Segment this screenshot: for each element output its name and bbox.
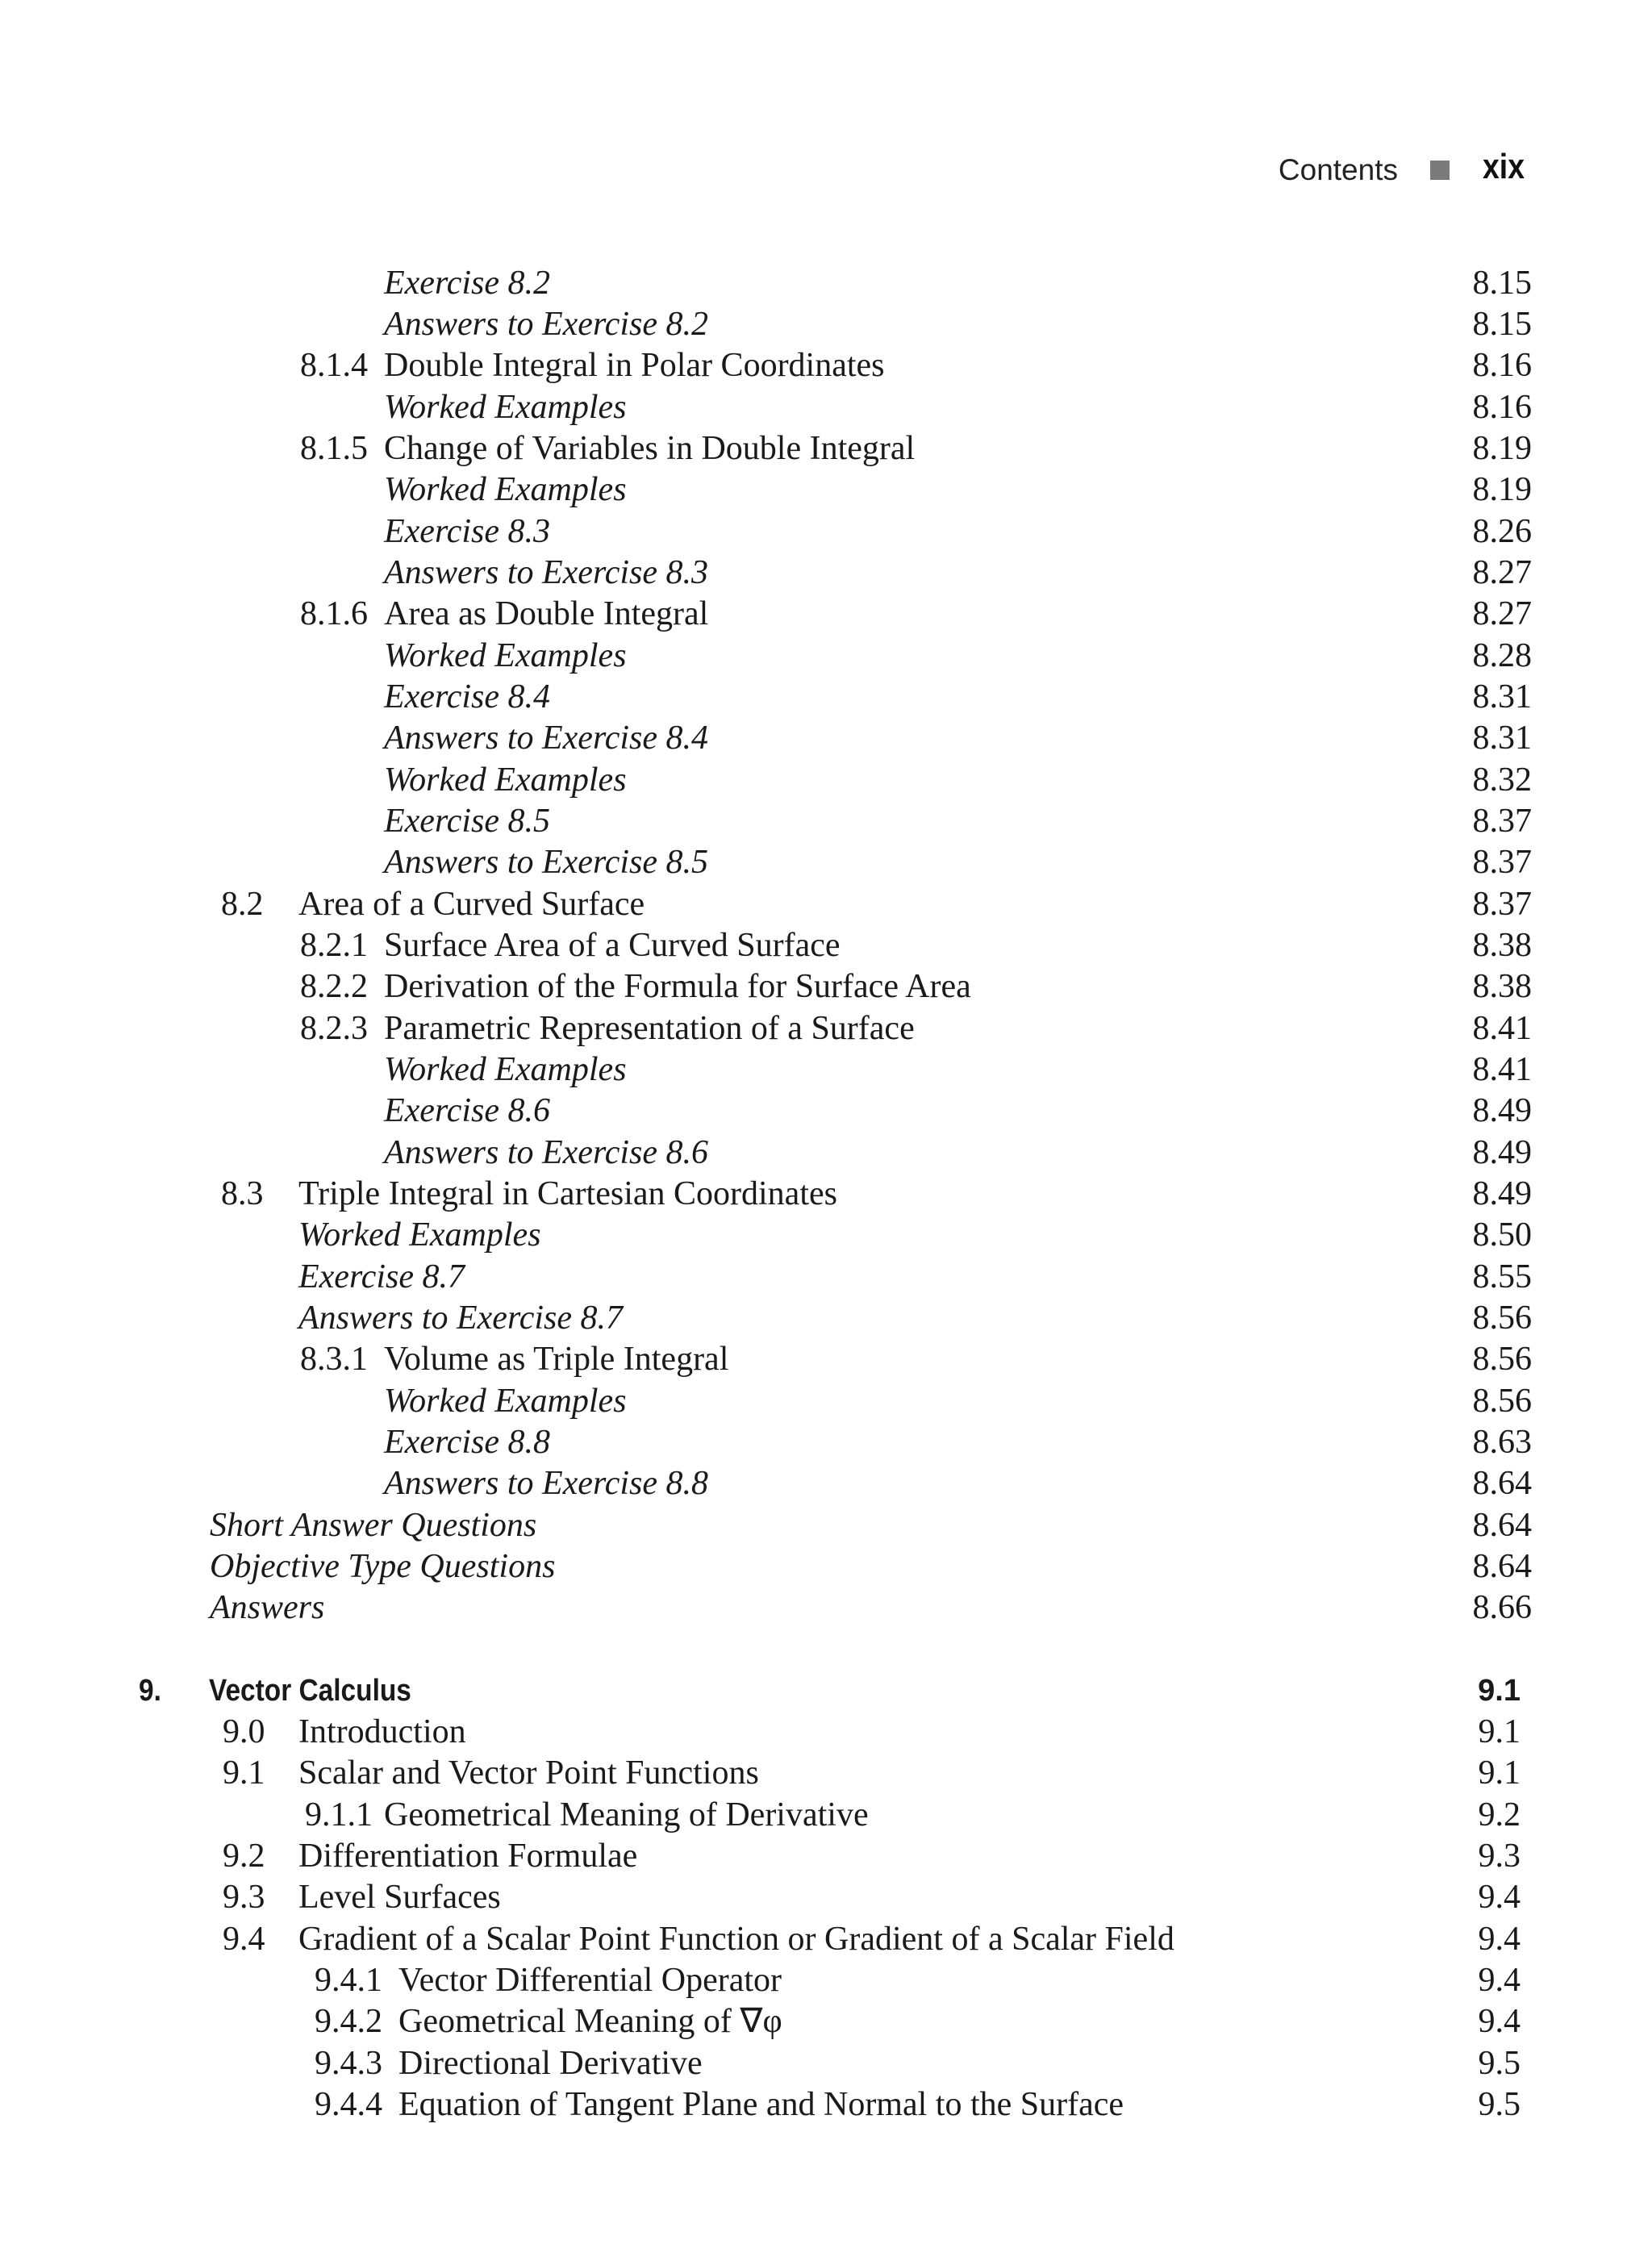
chapter-heading[interactable] (0, 1671, 1652, 1711)
entry-page: 8.27 (1472, 595, 1532, 632)
toc-entry[interactable] (0, 1753, 1652, 1793)
entry-number: 8.1.4 (300, 347, 368, 384)
toc-entry[interactable] (0, 1505, 1652, 1546)
toc-entry[interactable] (0, 966, 1652, 1007)
entry-page: 8.49 (1472, 1092, 1532, 1129)
entry-page: 8.63 (1472, 1424, 1532, 1461)
entry-page: 8.38 (1472, 968, 1532, 1005)
entry-page: 9.1 (1478, 1713, 1521, 1750)
entry-title: Triple Integral in Cartesian Coordinates (298, 1175, 837, 1212)
entry-page: 8.28 (1472, 637, 1532, 674)
entry-page: 8.19 (1472, 471, 1532, 508)
entry-title: Answers to Exercise 8.3 (384, 554, 709, 591)
entry-number: 8.1.5 (300, 430, 368, 467)
entry-page: 8.50 (1472, 1216, 1532, 1254)
entry-page: 8.56 (1472, 1383, 1532, 1420)
entry-page: 8.26 (1472, 513, 1532, 550)
entry-page: 8.15 (1472, 306, 1532, 343)
toc-entry[interactable] (0, 304, 1652, 344)
entry-page: 8.49 (1472, 1134, 1532, 1171)
entry-title: Answers to Exercise 8.7 (298, 1300, 624, 1337)
entry-page: 8.16 (1472, 389, 1532, 426)
entry-title: Differentiation Formulae (298, 1838, 638, 1875)
entry-title: Worked Examples (384, 389, 627, 426)
toc-entry[interactable] (0, 1008, 1652, 1049)
entry-title: Answers to Exercise 8.5 (384, 844, 709, 881)
entry-title: Answers (210, 1589, 325, 1626)
entry-page: 8.27 (1472, 554, 1532, 591)
entry-page: 8.16 (1472, 347, 1532, 384)
entry-page: 8.64 (1472, 1507, 1532, 1544)
entry-page: 8.19 (1472, 430, 1532, 467)
toc-entry[interactable] (0, 1133, 1652, 1173)
entry-page: 8.31 (1472, 678, 1532, 715)
toc-entry[interactable] (0, 1257, 1652, 1297)
entry-page: 8.31 (1472, 720, 1532, 757)
entry-page: 8.56 (1472, 1300, 1532, 1337)
entry-page: 8.41 (1472, 1010, 1532, 1047)
entry-page: 9.3 (1478, 1838, 1521, 1875)
toc-entry[interactable] (0, 594, 1652, 634)
toc-entry[interactable] (0, 1091, 1652, 1131)
entry-title: Derivation of the Formula for Surface Area (384, 968, 971, 1005)
toc-entry[interactable] (0, 428, 1652, 469)
entry-number: 9.1.1 (305, 1796, 373, 1834)
toc-entry[interactable] (0, 1174, 1652, 1214)
entry-title: Exercise 8.3 (384, 513, 551, 550)
entry-page: 8.56 (1472, 1341, 1532, 1378)
toc-entry[interactable] (0, 1919, 1652, 1959)
entry-title: Volume as Triple Integral (384, 1341, 729, 1378)
entry-number: 8.2.1 (300, 927, 368, 964)
entry-title: Scalar and Vector Point Functions (298, 1754, 759, 1792)
chapter-number: 9. (139, 1674, 161, 1708)
entry-page: 8.38 (1472, 927, 1532, 964)
entry-number: 8.1.6 (300, 595, 368, 632)
toc-entry[interactable] (0, 345, 1652, 386)
entry-title: Exercise 8.7 (298, 1258, 465, 1295)
entry-page: 9.4 (1478, 1921, 1521, 1958)
entry-number: 8.3 (221, 1175, 264, 1212)
toc-entry[interactable] (0, 1877, 1652, 1917)
entry-page: 8.32 (1472, 761, 1532, 799)
entry-page: 8.49 (1472, 1175, 1532, 1212)
entry-number: 9.4.2 (315, 2003, 382, 2040)
toc-entry[interactable] (0, 1049, 1652, 1090)
header-square-icon (1430, 161, 1450, 180)
toc-entry[interactable] (0, 1381, 1652, 1421)
entry-number: 8.3.1 (300, 1341, 368, 1378)
entry-page: 8.37 (1472, 844, 1532, 881)
chapter-page: 9.1 (1478, 1674, 1521, 1708)
entry-title: Exercise 8.2 (384, 265, 551, 302)
entry-title: Exercise 8.4 (384, 678, 551, 715)
entry-title: Vector Differential Operator (398, 1962, 782, 1999)
entry-number: 9.4.3 (315, 2045, 382, 2082)
entry-title: Answers to Exercise 8.6 (384, 1134, 709, 1171)
toc-entry[interactable] (0, 2001, 1652, 2042)
entry-title: Change of Variables in Double Integral (384, 430, 916, 467)
entry-page: 8.66 (1472, 1589, 1532, 1626)
toc-entry[interactable] (0, 636, 1652, 676)
entry-number: 9.4.4 (315, 2086, 382, 2123)
toc-entry[interactable] (0, 1339, 1652, 1379)
entry-title: Worked Examples (384, 1051, 627, 1088)
entry-title: Exercise 8.6 (384, 1092, 551, 1129)
entry-number: 9.4.1 (315, 1962, 382, 1999)
entry-title: Worked Examples (384, 761, 627, 799)
toc-entry[interactable] (0, 553, 1652, 593)
toc-entry[interactable] (0, 1546, 1652, 1587)
entry-title: Directional Derivative (398, 2045, 703, 2082)
toc-entry[interactable] (0, 842, 1652, 882)
entry-page: 8.64 (1472, 1548, 1532, 1585)
toc-entry[interactable] (0, 2084, 1652, 2125)
toc-entry[interactable] (0, 925, 1652, 966)
entry-page: 8.37 (1472, 803, 1532, 840)
toc-entry[interactable] (0, 2043, 1652, 2084)
header-page-number: xix (1483, 147, 1525, 186)
entry-title: Area of a Curved Surface (298, 886, 645, 923)
entry-title: Exercise 8.5 (384, 803, 551, 840)
entry-page: 8.37 (1472, 886, 1532, 923)
entry-title: Area as Double Integral (384, 595, 709, 632)
toc-entry[interactable] (0, 884, 1652, 924)
entry-title: Geometrical Meaning of ∇φ (398, 2003, 782, 2040)
entry-title: Short Answer Questions (210, 1507, 537, 1544)
entry-page: 8.41 (1472, 1051, 1532, 1088)
toc-entry[interactable] (0, 1712, 1652, 1752)
entry-title: Equation of Tangent Plane and Normal to the Surface (398, 2086, 1124, 2123)
header-section-label: Contents (1278, 153, 1398, 186)
entry-title: Exercise 8.8 (384, 1424, 551, 1461)
entry-page: 9.2 (1478, 1796, 1521, 1834)
toc-entry[interactable] (0, 801, 1652, 841)
entry-number: 8.2 (221, 886, 264, 923)
entry-page: 9.4 (1478, 1962, 1521, 1999)
entry-page: 9.4 (1478, 2003, 1521, 2040)
entry-title: Objective Type Questions (210, 1548, 556, 1585)
toc-entry[interactable] (0, 511, 1652, 552)
entry-title: Gradient of a Scalar Point Function or Gradient of a Scalar Field (298, 1921, 1174, 1958)
entry-title: Worked Examples (298, 1216, 541, 1254)
toc-entry[interactable] (0, 718, 1652, 758)
entry-number: 9.0 (223, 1713, 265, 1750)
toc-entry[interactable] (0, 469, 1652, 510)
toc-entry[interactable] (0, 387, 1652, 428)
entry-page: 9.5 (1478, 2045, 1521, 2082)
entry-title: Worked Examples (384, 471, 627, 508)
entry-number: 9.2 (223, 1838, 265, 1875)
entry-title: Answers to Exercise 8.8 (384, 1465, 709, 1502)
toc-entry[interactable] (0, 1298, 1652, 1338)
toc-entry[interactable] (0, 760, 1652, 800)
toc-entry[interactable] (0, 1215, 1652, 1255)
entry-title: Level Surfaces (298, 1879, 501, 1916)
toc-entry[interactable] (0, 1960, 1652, 2000)
entry-number: 8.2.3 (300, 1010, 368, 1047)
entry-title: Worked Examples (384, 1383, 627, 1420)
entry-title: Double Integral in Polar Coordinates (384, 347, 885, 384)
entry-number: 9.3 (223, 1879, 265, 1916)
running-header (0, 145, 1652, 194)
toc-entry[interactable] (0, 1836, 1652, 1876)
entry-number: 9.1 (223, 1754, 265, 1792)
toc-entry[interactable] (0, 1795, 1652, 1835)
entry-page: 9.5 (1478, 2086, 1521, 2123)
entry-title: Introduction (298, 1713, 466, 1750)
entry-number: 8.2.2 (300, 968, 368, 1005)
entry-title: Surface Area of a Curved Surface (384, 927, 841, 964)
entry-page: 8.55 (1472, 1258, 1532, 1295)
entry-page: 9.4 (1478, 1879, 1521, 1916)
entry-title: Geometrical Meaning of Derivative (384, 1796, 869, 1834)
entry-page: 8.15 (1472, 265, 1532, 302)
toc-entry[interactable] (0, 1422, 1652, 1462)
toc-entry[interactable] (0, 1463, 1652, 1504)
entry-title: Answers to Exercise 8.4 (384, 720, 709, 757)
entry-page: 9.1 (1478, 1754, 1521, 1792)
entry-title: Worked Examples (384, 637, 627, 674)
entry-number: 9.4 (223, 1921, 265, 1958)
entry-title: Parametric Representation of a Surface (384, 1010, 915, 1047)
toc-entry[interactable] (0, 677, 1652, 717)
toc-entry[interactable] (0, 1587, 1652, 1628)
entry-page: 8.64 (1472, 1465, 1532, 1502)
toc-entry[interactable] (0, 263, 1652, 303)
entry-title: Answers to Exercise 8.2 (384, 306, 709, 343)
chapter-title: Vector Calculus (209, 1674, 411, 1708)
